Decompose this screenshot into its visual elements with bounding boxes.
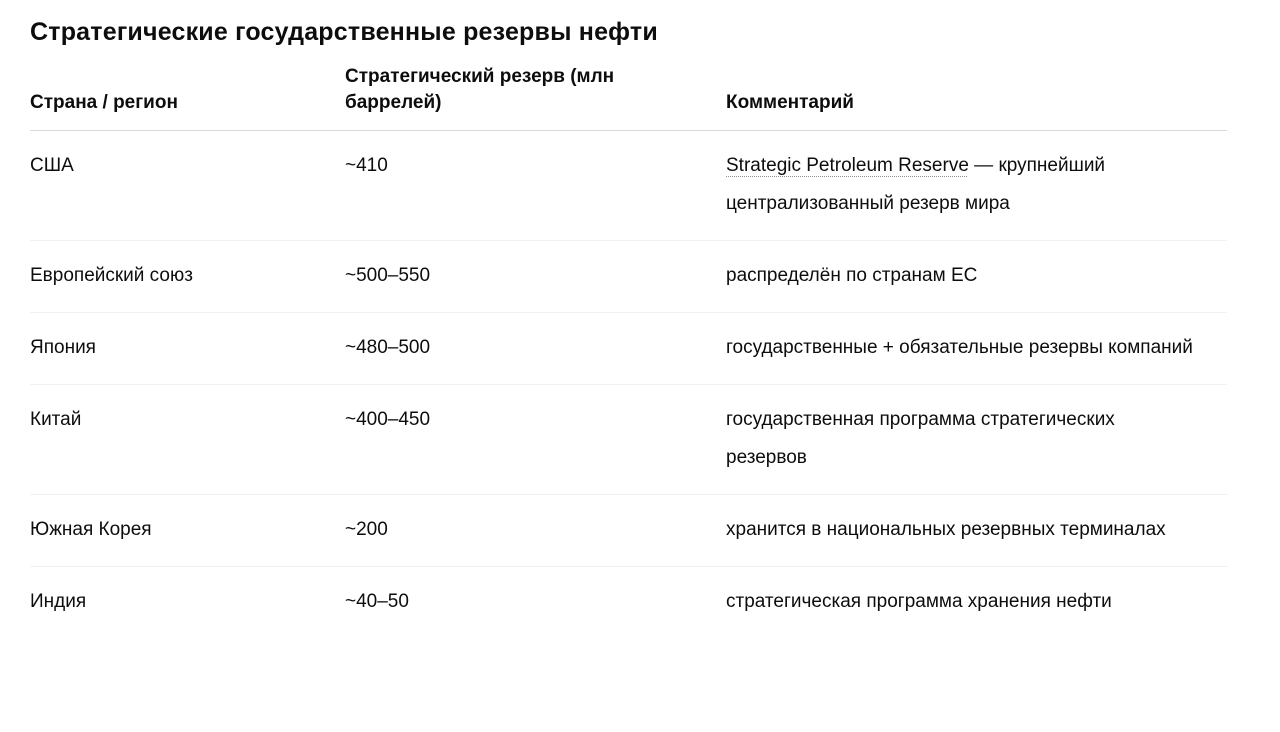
reserve-cell: ~500–550 [345,241,726,313]
reserve-cell: ~480–500 [345,313,726,385]
comment-text: — крупнейший централизованный резерв мира [726,155,1106,214]
country-cell: США [30,131,345,241]
reserve-cell: ~400–450 [345,385,726,495]
comment-cell: распределён по странам ЕС [726,241,1227,313]
table-row [30,567,1227,639]
reserve-cell: ~40–50 [345,591,409,612]
page-title: Стратегические государственные резервы нефти [30,18,658,46]
country-cell: Япония [30,313,345,385]
country-cell: Индия [30,591,87,612]
comment-cell: стратегическая программа хранения нефти [726,591,1112,612]
table-row [30,131,1227,241]
col-header-comment: Комментарий [726,48,1227,131]
table-row [30,241,1227,313]
table-row [30,385,1227,495]
table-row [30,495,1227,567]
comment-cell: государственная программа стратегических резервов [726,385,1227,495]
reserve-cell: ~200 [345,495,726,567]
country-cell: Южная Корея [30,495,345,567]
col-header-country: Страна / регион [30,48,345,131]
comment-cell: государственные + обязательные резервы компаний [726,313,1227,385]
country-cell: Китай [30,385,345,495]
reserve-cell: ~410 [345,131,726,241]
table-row [30,313,1227,385]
strategic-petroleum-reserve-link[interactable]: Strategic Petroleum Reserve [726,155,969,176]
country-cell: Европейский союз [30,241,345,313]
comment-cell: хранится в национальных резервных терминалах [726,495,1227,567]
comment-cell [726,131,1227,241]
reserves-table [30,48,1227,638]
table-header-row [30,48,1227,131]
col-header-reserve: Стратегический резерв (млн баррелей) [345,48,726,131]
